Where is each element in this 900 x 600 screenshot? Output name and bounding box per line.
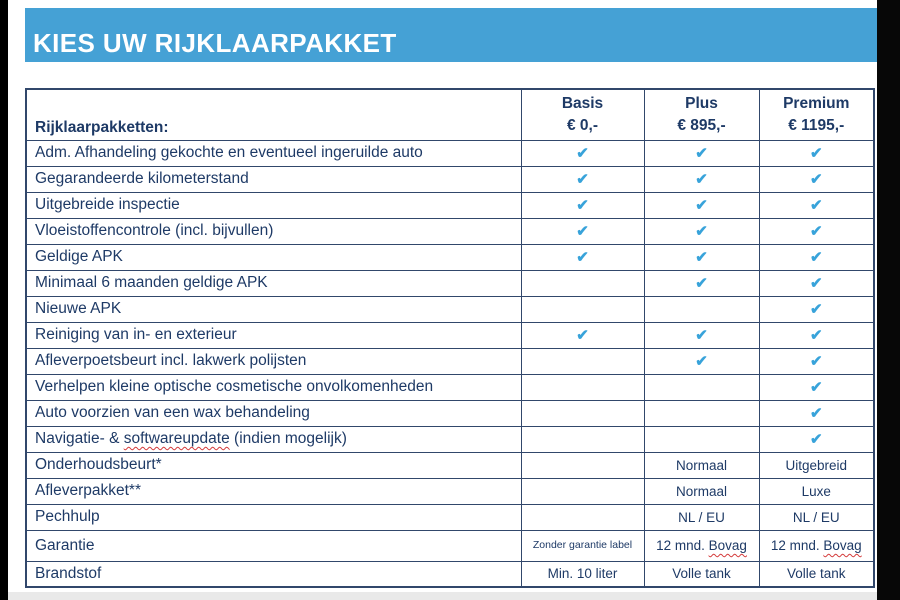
feature-label: Uitgebreide inspectie xyxy=(26,192,521,218)
empty-cell xyxy=(521,270,644,296)
check-icon: ✔ xyxy=(576,248,589,266)
value-cell: 12 mnd. Bovag xyxy=(759,530,874,561)
check-icon: ✔ xyxy=(695,196,708,214)
left-black-strip xyxy=(0,0,8,600)
package-name: Premium xyxy=(783,95,850,113)
column-header-premium xyxy=(759,89,874,140)
table-row xyxy=(26,561,874,587)
table-row xyxy=(26,348,874,374)
included-cell xyxy=(644,322,759,348)
check-icon: ✔ xyxy=(809,144,823,162)
check-icon: ✔ xyxy=(695,248,708,266)
feature-label: Adm. Afhandeling gekochte en eventueel ingeruilde auto xyxy=(26,140,521,166)
check-icon: ✔ xyxy=(576,326,589,344)
check-icon: ✔ xyxy=(576,144,589,162)
included-cell xyxy=(644,244,759,270)
included-cell xyxy=(759,192,874,218)
spellcheck-squiggle: softwareupdate xyxy=(123,430,230,447)
package-comparison-table xyxy=(25,88,875,588)
bottom-gray-bar xyxy=(8,592,877,600)
empty-cell xyxy=(521,296,644,322)
feature-label: Verhelpen kleine optische cosmetische onvolkomenheden xyxy=(26,374,521,400)
right-black-strip xyxy=(877,0,900,600)
check-icon: ✔ xyxy=(695,326,708,344)
empty-cell xyxy=(521,374,644,400)
feature-label: Navigatie- & softwareupdate (indien mogelijk) xyxy=(26,426,521,452)
table-row xyxy=(26,322,874,348)
feature-label: Afleverpoetsbeurt incl. lakwerk polijsten xyxy=(26,348,521,374)
empty-cell xyxy=(521,452,644,478)
feature-label: Brandstof xyxy=(26,561,521,587)
feature-label: Vloeistoffencontrole (incl. bijvullen) xyxy=(26,218,521,244)
table-row xyxy=(26,426,874,452)
included-cell xyxy=(644,166,759,192)
table-header-row xyxy=(26,89,874,140)
value-cell: NL / EU xyxy=(759,504,874,530)
included-cell xyxy=(759,140,874,166)
included-cell xyxy=(759,166,874,192)
included-cell xyxy=(644,192,759,218)
check-icon: ✔ xyxy=(695,352,708,370)
check-icon: ✔ xyxy=(809,430,823,448)
value-cell: Luxe xyxy=(759,478,874,504)
package-price: € 1195,- xyxy=(788,116,845,134)
value-cell: Min. 10 liter xyxy=(521,561,644,587)
feature-label: Auto voorzien van een wax behandeling xyxy=(26,400,521,426)
included-cell xyxy=(521,192,644,218)
feature-label: Minimaal 6 maanden geldige APK xyxy=(26,270,521,296)
package-price: € 895,- xyxy=(677,116,726,134)
table-header xyxy=(26,89,874,140)
table-row xyxy=(26,478,874,504)
table-corner-label: Rijklaarpakketten: xyxy=(26,89,521,140)
value-cell: Volle tank xyxy=(644,561,759,587)
table-row xyxy=(26,192,874,218)
table-row xyxy=(26,452,874,478)
package-price: € 0,- xyxy=(566,116,598,134)
feature-label: Reiniging van in- en exterieur xyxy=(26,322,521,348)
value-cell: Uitgebreid xyxy=(759,452,874,478)
included-cell xyxy=(759,322,874,348)
value-cell: Normaal xyxy=(644,478,759,504)
column-header-basis xyxy=(521,89,644,140)
included-cell xyxy=(759,400,874,426)
check-icon: ✔ xyxy=(809,222,823,240)
check-icon: ✔ xyxy=(809,274,823,292)
feature-label: Garantie xyxy=(26,530,521,561)
included-cell xyxy=(521,218,644,244)
table-row xyxy=(26,140,874,166)
feature-label: Nieuwe APK xyxy=(26,296,521,322)
value-cell: Zonder garantie label xyxy=(521,530,644,561)
included-cell xyxy=(759,244,874,270)
empty-cell xyxy=(644,400,759,426)
package-name: Plus xyxy=(685,95,718,113)
table-row xyxy=(26,530,874,561)
spellcheck-squiggle: Bovag xyxy=(708,538,747,553)
value-cell: Volle tank xyxy=(759,561,874,587)
empty-cell xyxy=(521,400,644,426)
check-icon: ✔ xyxy=(576,170,589,188)
table-row xyxy=(26,270,874,296)
check-icon: ✔ xyxy=(695,274,708,292)
feature-label: Afleverpakket** xyxy=(26,478,521,504)
check-icon: ✔ xyxy=(809,378,823,396)
empty-cell xyxy=(521,478,644,504)
included-cell xyxy=(644,140,759,166)
package-name: Basis xyxy=(561,95,604,113)
check-icon: ✔ xyxy=(809,326,823,344)
included-cell xyxy=(759,296,874,322)
feature-label: Geldige APK xyxy=(26,244,521,270)
check-icon: ✔ xyxy=(809,404,823,422)
check-icon: ✔ xyxy=(576,222,589,240)
check-icon: ✔ xyxy=(809,300,823,318)
empty-cell xyxy=(521,504,644,530)
included-cell xyxy=(759,374,874,400)
check-icon: ✔ xyxy=(695,170,708,188)
table-row xyxy=(26,400,874,426)
included-cell xyxy=(521,140,644,166)
value-cell: 12 mnd. Bovag xyxy=(644,530,759,561)
feature-label: Gegarandeerde kilometerstand xyxy=(26,166,521,192)
empty-cell xyxy=(644,296,759,322)
empty-cell xyxy=(644,374,759,400)
table-row xyxy=(26,166,874,192)
check-icon: ✔ xyxy=(695,144,708,162)
check-icon: ✔ xyxy=(809,170,823,188)
table-row xyxy=(26,218,874,244)
included-cell xyxy=(521,244,644,270)
empty-cell xyxy=(644,426,759,452)
check-icon: ✔ xyxy=(695,222,708,240)
empty-cell xyxy=(521,426,644,452)
included-cell xyxy=(759,426,874,452)
included-cell xyxy=(521,322,644,348)
page-title-banner xyxy=(25,8,877,62)
included-cell xyxy=(644,270,759,296)
included-cell xyxy=(759,270,874,296)
feature-label: Onderhoudsbeurt* xyxy=(26,452,521,478)
included-cell xyxy=(759,218,874,244)
table-row xyxy=(26,374,874,400)
page-title: KIES UW RIJKLAARPAKKET xyxy=(33,28,397,58)
included-cell xyxy=(759,348,874,374)
included-cell xyxy=(644,218,759,244)
column-header-plus xyxy=(644,89,759,140)
check-icon: ✔ xyxy=(809,248,823,266)
table-row xyxy=(26,296,874,322)
table-row xyxy=(26,504,874,530)
check-icon: ✔ xyxy=(576,196,589,214)
spellcheck-squiggle: Bovag xyxy=(823,538,862,553)
feature-label: Pechhulp xyxy=(26,504,521,530)
value-cell: Normaal xyxy=(644,452,759,478)
included-cell xyxy=(521,166,644,192)
check-icon: ✔ xyxy=(809,196,823,214)
table-row xyxy=(26,244,874,270)
value-cell: NL / EU xyxy=(644,504,759,530)
check-icon: ✔ xyxy=(809,352,823,370)
table-body xyxy=(26,140,874,587)
included-cell xyxy=(644,348,759,374)
empty-cell xyxy=(521,348,644,374)
